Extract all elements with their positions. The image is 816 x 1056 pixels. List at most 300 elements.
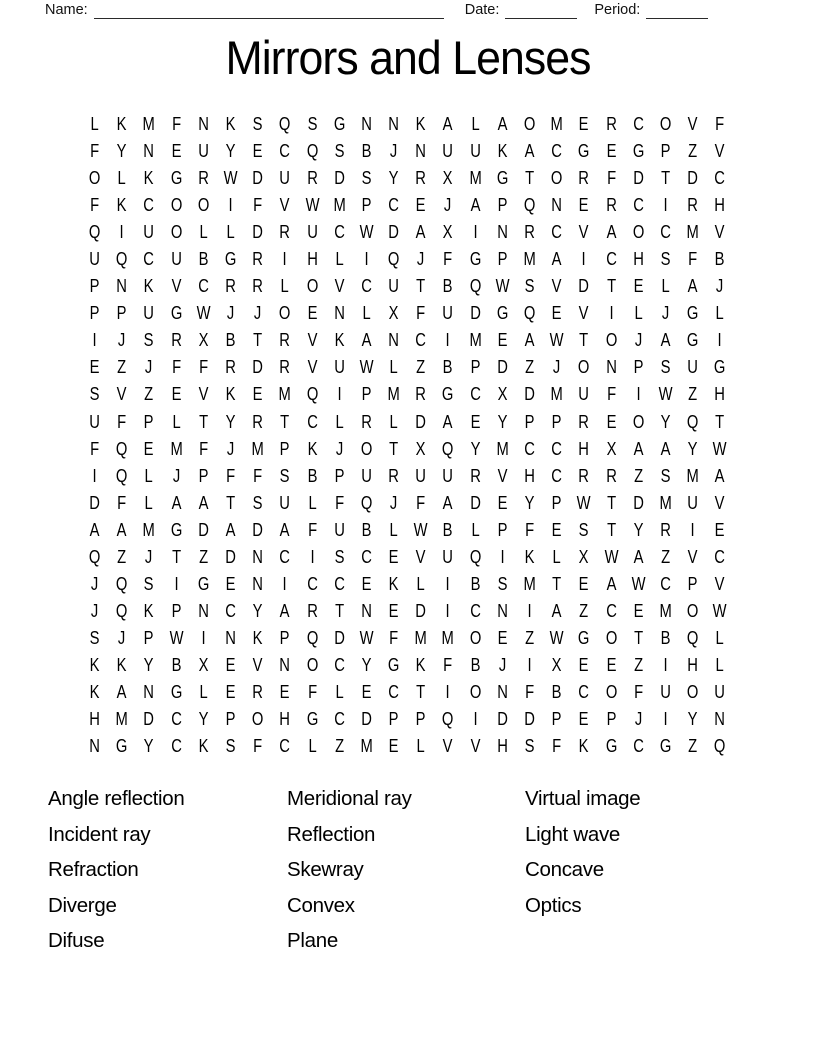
grid-letter: F <box>253 736 263 757</box>
grid-letter: Y <box>497 411 508 432</box>
grid-letter: L <box>280 276 290 297</box>
word-list-item: Difuse <box>48 929 105 953</box>
grid-letter: C <box>333 654 345 675</box>
grid-letter: S <box>524 276 535 297</box>
grid-letter: M <box>170 438 183 459</box>
grid-letter: W <box>712 600 727 621</box>
grid-letter: O <box>360 438 373 459</box>
grid-letter: E <box>388 546 399 567</box>
grid-letter: D <box>361 709 372 730</box>
grid-letter: V <box>252 654 263 675</box>
grid-letter: Y <box>252 600 263 621</box>
grid-letter: S <box>307 114 318 135</box>
grid-letter: T <box>389 438 399 459</box>
date-label: Date: <box>464 2 500 18</box>
page-title: Mirrors and Lenses <box>225 31 591 84</box>
grid-letter: N <box>388 114 399 135</box>
grid-letter: P <box>171 600 182 621</box>
grid-letter: N <box>497 600 508 621</box>
grid-letter: U <box>442 141 454 162</box>
grid-letter: J <box>254 303 262 324</box>
grid-letter: V <box>714 141 725 162</box>
grid-letter: M <box>659 600 672 621</box>
grid-letter: E <box>579 654 589 675</box>
grid-letter: Q <box>279 114 291 135</box>
grid-letter: O <box>88 168 101 189</box>
grid-letter: Z <box>117 357 127 378</box>
grid-letter: J <box>226 438 235 459</box>
grid-letter: I <box>445 600 451 621</box>
grid-letter: W <box>359 357 374 378</box>
grid-letter: D <box>388 222 399 243</box>
grid-letter: D <box>198 519 209 540</box>
word-list-item: Refraction <box>48 858 139 882</box>
grid-letter: Y <box>225 141 236 162</box>
grid-letter: U <box>415 465 427 486</box>
grid-letter: E <box>606 411 617 432</box>
grid-letter: R <box>687 195 699 216</box>
header <box>45 1 771 23</box>
grid-letter: O <box>686 682 699 702</box>
grid-letter: W <box>495 276 510 297</box>
date-blank-line <box>505 3 577 19</box>
grid-letter: O <box>605 330 617 351</box>
grid-letter: S <box>144 330 154 351</box>
grid-letter: V <box>551 276 562 297</box>
grid-letter: D <box>333 627 345 648</box>
grid-letter: K <box>116 195 127 216</box>
grid-letter: L <box>90 114 99 135</box>
word-list-item: Diverge <box>48 893 117 917</box>
grid-letter: J <box>335 438 343 459</box>
grid-letter: O <box>551 168 563 189</box>
grid-letter: C <box>551 438 563 459</box>
grid-letter: L <box>715 627 725 648</box>
grid-letter: P <box>279 438 290 459</box>
grid-letter: P <box>116 303 127 324</box>
grid-letter: R <box>306 600 318 621</box>
grid-letter: C <box>306 411 318 432</box>
grid-letter: M <box>441 627 455 648</box>
grid-letter: T <box>606 492 616 513</box>
grid-letter: P <box>198 465 209 486</box>
grid-letter: C <box>361 546 372 567</box>
grid-letter: O <box>306 654 318 675</box>
grid-letter: K <box>524 546 535 567</box>
grid-letter: E <box>415 195 426 216</box>
grid-letter: D <box>252 357 264 378</box>
grid-letter: M <box>469 168 482 189</box>
grid-letter: I <box>581 249 587 270</box>
grid-letter: B <box>361 519 372 540</box>
grid-letter: N <box>361 114 372 135</box>
grid-letter: I <box>174 573 179 594</box>
grid-letter: A <box>660 438 671 459</box>
grid-letter: B <box>714 249 725 270</box>
grid-letter: O <box>578 357 590 378</box>
grid-letter: D <box>633 492 644 513</box>
grid-letter: I <box>445 330 451 351</box>
grid-letter: S <box>660 249 671 270</box>
grid-letter: O <box>523 114 536 135</box>
grid-letter: W <box>576 492 591 513</box>
grid-letter: J <box>90 573 99 594</box>
grid-letter: J <box>118 627 126 648</box>
grid-letter: I <box>92 330 97 351</box>
grid-letter: O <box>632 222 645 243</box>
grid-letter: T <box>525 168 535 189</box>
grid-letter: D <box>469 303 481 324</box>
grid-letter: J <box>498 654 507 675</box>
grid-letter: R <box>252 276 264 297</box>
grid-letter: C <box>170 736 182 757</box>
grid-letter: G <box>496 303 509 324</box>
grid-letter: L <box>389 357 398 378</box>
grid-letter: R <box>361 411 372 432</box>
grid-letter: I <box>201 627 206 648</box>
name-blank-line <box>94 3 444 19</box>
grid-letter: F <box>525 682 535 702</box>
grid-letter: I <box>282 573 287 594</box>
grid-letter: B <box>660 627 671 648</box>
grid-letter: N <box>333 303 345 324</box>
grid-letter: V <box>415 546 426 567</box>
grid-letter: L <box>199 222 208 243</box>
grid-letter: Q <box>387 249 400 270</box>
grid-letter: C <box>551 465 563 486</box>
grid-letter: C <box>633 114 644 135</box>
grid-letter: A <box>279 600 290 621</box>
grid-letter: T <box>579 330 589 351</box>
grid-letter: K <box>144 600 154 621</box>
grid-letter: P <box>144 627 154 648</box>
grid-letter: R <box>279 222 291 243</box>
grid-letter: K <box>144 168 154 189</box>
grid-letter: E <box>144 438 154 459</box>
grid-letter: D <box>143 709 155 730</box>
grid-letter: K <box>225 114 236 135</box>
grid-letter: D <box>497 357 508 378</box>
grid-letter: R <box>306 168 318 189</box>
grid-letter: A <box>361 330 372 351</box>
period-blank-line <box>646 3 708 19</box>
grid-letter: U <box>306 222 318 243</box>
grid-letter: M <box>333 195 346 216</box>
grid-letter: J <box>172 465 180 486</box>
grid-letter: O <box>306 276 318 297</box>
word-list-item: Skewray <box>287 858 364 882</box>
word-list-column <box>48 781 287 959</box>
grid-letter: C <box>333 222 345 243</box>
grid-letter: O <box>469 627 481 648</box>
grid-letter: U <box>143 222 155 243</box>
grid-letter: P <box>633 357 644 378</box>
grid-letter: E <box>279 682 290 702</box>
grid-letter: A <box>633 546 644 567</box>
grid-letter: Y <box>198 709 209 730</box>
grid-letter: K <box>334 330 345 351</box>
grid-letter: N <box>605 357 617 378</box>
grid-letter: K <box>388 573 399 594</box>
grid-letter: N <box>143 682 155 702</box>
grid-letter: M <box>278 384 292 405</box>
grid-letter: B <box>443 519 453 540</box>
grid-letter: N <box>551 195 563 216</box>
grid-letter: C <box>388 195 399 216</box>
grid-letter: I <box>228 195 233 216</box>
grid-letter: V <box>171 276 182 297</box>
grid-letter: Z <box>525 627 535 648</box>
grid-letter: A <box>497 114 508 135</box>
grid-letter: B <box>470 573 481 594</box>
grid-letter: A <box>443 114 453 135</box>
grid-letter: A <box>89 519 100 540</box>
grid-letter: A <box>687 276 698 297</box>
grid-letter: F <box>90 195 100 216</box>
grid-letter: F <box>606 384 616 405</box>
grid-letter: X <box>198 330 209 351</box>
grid-letter: E <box>497 492 508 513</box>
grid-letter: J <box>118 330 126 351</box>
grid-letter: W <box>359 222 374 243</box>
grid-letter: E <box>470 411 481 432</box>
grid-letter: Z <box>144 384 154 405</box>
grid-letter: M <box>686 222 699 243</box>
grid-letter: J <box>226 303 235 324</box>
grid-letter: M <box>115 709 128 730</box>
grid-letter: E <box>579 114 589 135</box>
grid-letter: A <box>470 195 481 216</box>
grid-letter: C <box>660 222 671 243</box>
grid-letter: Z <box>334 736 344 757</box>
grid-letter: U <box>388 276 399 297</box>
grid-letter: C <box>660 573 671 594</box>
grid-letter: A <box>116 682 127 702</box>
grid-letter: A <box>171 492 182 513</box>
grid-letter: U <box>442 465 454 486</box>
grid-letter: G <box>578 141 590 162</box>
grid-letter: N <box>415 141 427 162</box>
grid-letter: V <box>714 573 725 594</box>
grid-letter: Y <box>687 438 698 459</box>
grid-letter: U <box>279 168 291 189</box>
grid-letter: P <box>334 465 345 486</box>
grid-letter: O <box>659 114 672 135</box>
grid-letter: M <box>387 384 400 405</box>
grid-letter: O <box>605 627 617 648</box>
grid-letter: P <box>524 411 535 432</box>
grid-letter: R <box>578 465 590 486</box>
grid-letter: C <box>333 573 345 594</box>
grid-letter: A <box>524 141 535 162</box>
grid-letter: I <box>663 709 668 730</box>
word-list-item: Incident ray <box>48 822 151 846</box>
grid-letter: G <box>224 249 237 270</box>
grid-letter: L <box>144 492 154 513</box>
grid-letter: L <box>715 654 725 675</box>
grid-letter: S <box>279 465 290 486</box>
grid-letter: W <box>223 168 238 189</box>
grid-letter: Q <box>88 546 101 567</box>
grid-letter: X <box>443 168 453 189</box>
grid-letter: R <box>279 330 291 351</box>
grid-letter: U <box>469 141 481 162</box>
grid-letter: K <box>415 654 426 675</box>
grid-letter: D <box>578 276 590 297</box>
grid-letter: V <box>579 303 589 324</box>
grid-letter: M <box>523 573 536 594</box>
grid-letter: A <box>524 330 535 351</box>
grid-letter: P <box>225 709 236 730</box>
grid-letter: N <box>143 141 155 162</box>
grid-letter: N <box>198 600 209 621</box>
grid-letter: L <box>715 303 725 324</box>
grid-letter: C <box>388 682 399 702</box>
grid-letter: L <box>307 736 317 757</box>
grid-letter: M <box>550 384 563 405</box>
grid-letter: C <box>633 195 644 216</box>
grid-letter: V <box>198 384 209 405</box>
grid-letter: U <box>687 357 699 378</box>
grid-letter: U <box>578 384 590 405</box>
grid-letter: U <box>361 465 372 486</box>
grid-letter: Q <box>116 600 128 621</box>
grid-letter: Z <box>661 546 671 567</box>
grid-letter: I <box>282 249 287 270</box>
word-list <box>48 781 768 959</box>
grid-letter: X <box>551 654 562 675</box>
grid-letter: T <box>416 682 426 702</box>
grid-letter: A <box>551 600 562 621</box>
grid-letter: E <box>579 195 589 216</box>
grid-letter: T <box>633 627 643 648</box>
grid-letter: M <box>496 438 509 459</box>
grid-letter: K <box>307 438 318 459</box>
grid-letter: T <box>416 276 426 297</box>
grid-letter: R <box>252 411 264 432</box>
grid-letter: A <box>116 519 127 540</box>
grid-letter: A <box>443 492 453 513</box>
grid-letter: E <box>497 330 508 351</box>
grid-letter: R <box>605 114 617 135</box>
grid-letter: R <box>225 357 236 378</box>
word-list-item: Plane <box>287 929 338 953</box>
grid-letter: S <box>660 357 671 378</box>
grid-letter: L <box>471 519 480 540</box>
grid-letter: I <box>473 222 478 243</box>
word-list-item: Angle reflection <box>48 787 185 810</box>
grid-letter: I <box>527 600 532 621</box>
grid-letter: Q <box>116 249 128 270</box>
grid-letter: G <box>605 736 617 757</box>
grid-letter: Y <box>225 411 236 432</box>
grid-letter: G <box>333 114 346 135</box>
grid-letter: E <box>307 303 318 324</box>
grid-letter: F <box>198 357 208 378</box>
grid-letter: Q <box>442 438 454 459</box>
grid-letter: C <box>551 222 563 243</box>
grid-letter: P <box>144 411 154 432</box>
grid-letter: L <box>172 411 181 432</box>
grid-letter: F <box>552 736 562 757</box>
grid-letter: K <box>89 654 100 675</box>
grid-letter: F <box>389 627 399 648</box>
grid-letter: Y <box>144 736 154 757</box>
grid-letter: L <box>362 303 371 324</box>
grid-letter: N <box>116 276 128 297</box>
name-label: Name: <box>45 2 88 18</box>
grid-letter: H <box>714 195 726 216</box>
grid-letter: R <box>605 465 617 486</box>
grid-letter: P <box>361 384 372 405</box>
grid-letter: E <box>551 303 562 324</box>
grid-letter: M <box>523 249 536 270</box>
grid-letter: Z <box>579 600 589 621</box>
grid-letter: I <box>717 330 722 351</box>
grid-letter: D <box>633 168 644 189</box>
grid-letter: J <box>389 492 398 513</box>
grid-letter: D <box>252 168 264 189</box>
grid-letter: E <box>361 682 372 702</box>
grid-letter: P <box>279 627 290 648</box>
grid-letter: O <box>686 600 699 621</box>
grid-letter: D <box>415 600 427 621</box>
grid-letter: G <box>387 654 400 675</box>
grid-letter: H <box>306 249 318 270</box>
grid-letter: G <box>686 330 699 351</box>
grid-letter: U <box>333 519 345 540</box>
word-list-item: Virtual image <box>525 787 641 810</box>
grid-letter: E <box>252 141 263 162</box>
grid-letter: L <box>416 573 425 594</box>
grid-letter: B <box>198 249 209 270</box>
grid-letter: C <box>605 249 617 270</box>
grid-letter: Q <box>88 222 101 243</box>
grid-letter: E <box>225 573 236 594</box>
grid-letter: E <box>171 384 182 405</box>
grid-letter: T <box>715 411 725 432</box>
grid-letter: C <box>143 195 155 216</box>
grid-letter: N <box>361 600 372 621</box>
grid-letter: N <box>252 546 264 567</box>
grid-letter: S <box>497 573 508 594</box>
grid-letter: I <box>337 384 342 405</box>
grid-letter: U <box>333 357 345 378</box>
grid-letter: E <box>606 654 617 675</box>
grid-letter: F <box>633 682 643 702</box>
grid-letter: Q <box>306 141 318 162</box>
grid-letter: T <box>226 492 236 513</box>
grid-letter: T <box>280 411 290 432</box>
grid-letter: B <box>225 330 236 351</box>
grid-letter: W <box>196 303 211 324</box>
grid-letter: C <box>714 168 726 189</box>
grid-letter: E <box>606 141 617 162</box>
grid-letter: B <box>361 141 372 162</box>
grid-letter: F <box>253 465 263 486</box>
grid-letter: J <box>90 600 99 621</box>
grid-letter: G <box>686 303 699 324</box>
grid-letter: P <box>551 709 562 730</box>
grid-letter: L <box>335 682 344 702</box>
grid-letter: S <box>144 573 154 594</box>
grid-letter: C <box>524 438 535 459</box>
grid-letter: U <box>687 492 699 513</box>
grid-letter: P <box>89 303 100 324</box>
grid-letter: R <box>198 168 209 189</box>
grid-letter: L <box>471 114 480 135</box>
grid-letter: C <box>170 709 182 730</box>
